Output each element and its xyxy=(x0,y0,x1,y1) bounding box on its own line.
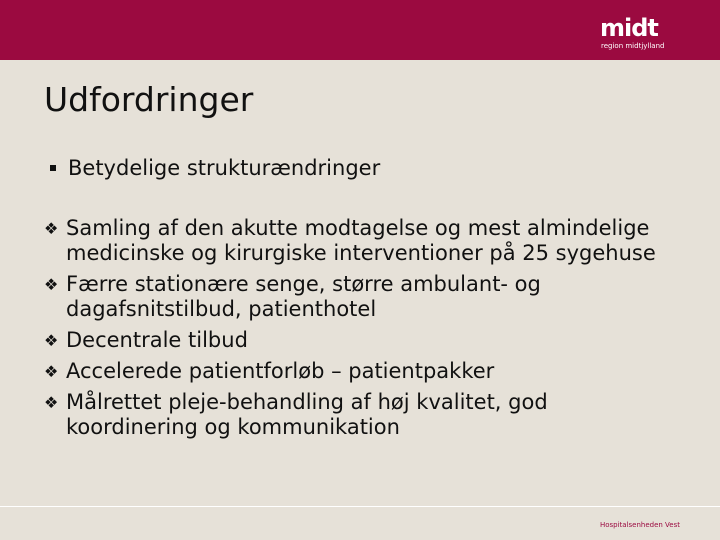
list-item-text: Færre stationære senge, større ambulant- og dagafsnitstilbud, patienthotel xyxy=(66,272,541,321)
level1-bullet xyxy=(50,154,380,182)
list-item-text: Målrettet pleje-behandling af høj kvalitet, god koordinering og kommunikation xyxy=(66,390,548,439)
list-item-text: Samling af den akutte modtagelse og mest almindelige medicinske og kirurgiske interventioner på 25 sygehuse xyxy=(66,216,656,265)
diamond-bullet-icon: ❖ xyxy=(44,362,59,381)
footer-label: Hospitalsenheden Vest xyxy=(599,521,680,529)
footer-divider xyxy=(0,506,720,507)
list-item-text: Accelerede patientforløb – patientpakker xyxy=(66,359,495,383)
region-midtjylland-logo xyxy=(600,14,666,54)
square-bullet-icon xyxy=(50,165,56,171)
logo-wordmark: midt xyxy=(600,14,658,42)
slide-title: Udfordringer xyxy=(44,80,254,119)
list-item xyxy=(44,359,684,384)
diamond-bullet-icon: ❖ xyxy=(44,275,59,294)
list-item xyxy=(44,216,684,266)
level2-bullet-list xyxy=(44,216,684,446)
level1-bullet-text: Betydelige strukturændringer xyxy=(68,156,381,180)
footer xyxy=(0,506,720,540)
diamond-bullet-icon: ❖ xyxy=(44,393,59,412)
list-item xyxy=(44,328,684,353)
list-item xyxy=(44,390,684,440)
list-item-text: Decentrale tilbud xyxy=(66,328,248,352)
logo-subtitle: region midtjylland xyxy=(601,42,665,50)
diamond-bullet-icon: ❖ xyxy=(44,331,59,350)
header-band xyxy=(0,0,720,60)
diamond-bullet-icon: ❖ xyxy=(44,219,59,238)
list-item xyxy=(44,272,684,322)
